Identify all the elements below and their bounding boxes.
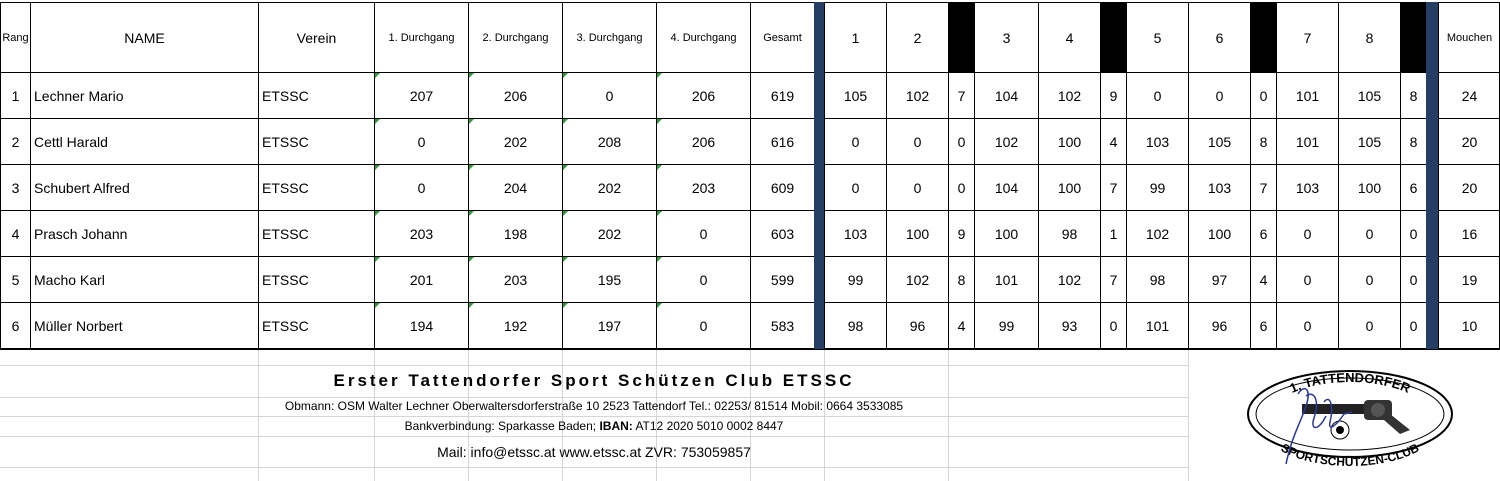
cell-s1[interactable]: 0 xyxy=(824,165,886,211)
header-mouchen: Mouchen xyxy=(1438,2,1500,73)
cell-rang[interactable]: 6 xyxy=(0,303,30,349)
cell-mouchen[interactable]: 10 xyxy=(1438,303,1500,349)
cell-s2[interactable]: 96 xyxy=(886,303,948,349)
cell-verein[interactable]: ETSSC xyxy=(258,303,374,349)
cell-rang[interactable]: 5 xyxy=(0,257,30,303)
cell-s3[interactable]: 102 xyxy=(974,119,1038,165)
cell-rang[interactable]: 4 xyxy=(0,211,30,257)
cell-s7[interactable]: 0 xyxy=(1276,211,1338,257)
cell-s8[interactable]: 0 xyxy=(1338,303,1400,349)
cell-s3[interactable]: 101 xyxy=(974,257,1038,303)
cell-rang[interactable]: 3 xyxy=(0,165,30,211)
cell-d4[interactable]: 0 xyxy=(656,257,750,303)
cell-s2[interactable]: 0 xyxy=(886,165,948,211)
cell-m1[interactable]: 4 xyxy=(948,303,974,349)
cell-rang[interactable]: 2 xyxy=(0,119,30,165)
cell-verein[interactable]: ETSSC xyxy=(258,165,374,211)
separator-bar xyxy=(1426,2,1438,349)
cell-m3[interactable]: 8 xyxy=(1250,119,1276,165)
cell-s1[interactable]: 0 xyxy=(824,119,886,165)
cell-s8[interactable]: 100 xyxy=(1338,165,1400,211)
header-s4: 4 xyxy=(1038,2,1100,73)
header-m2 xyxy=(1100,2,1126,73)
cell-s4[interactable]: 102 xyxy=(1038,73,1100,119)
cell-d1[interactable]: 0 xyxy=(374,119,468,165)
bank-line xyxy=(0,419,1188,433)
cell-gesamt[interactable]: 609 xyxy=(750,165,814,211)
cell-s7[interactable]: 103 xyxy=(1276,165,1338,211)
cell-rang[interactable]: 1 xyxy=(0,73,30,119)
header-rang: Rang xyxy=(0,2,30,73)
cell-s6[interactable]: 105 xyxy=(1188,119,1250,165)
cell-s8[interactable]: 0 xyxy=(1338,211,1400,257)
header-d1: 1. Durchgang xyxy=(374,2,468,73)
cell-m3[interactable]: 4 xyxy=(1250,257,1276,303)
cell-mouchen[interactable]: 24 xyxy=(1438,73,1500,119)
cell-s6[interactable]: 96 xyxy=(1188,303,1250,349)
revolver-icon xyxy=(1302,400,1410,434)
cell-m1[interactable]: 9 xyxy=(948,211,974,257)
cell-s2[interactable]: 102 xyxy=(886,257,948,303)
cell-s7[interactable]: 101 xyxy=(1276,119,1338,165)
cell-mouchen[interactable]: 20 xyxy=(1438,165,1500,211)
cell-s6[interactable]: 0 xyxy=(1188,73,1250,119)
cell-d3[interactable]: 208 xyxy=(562,119,656,165)
header-verein: Verein xyxy=(258,2,374,73)
cell-m3[interactable]: 6 xyxy=(1250,211,1276,257)
cell-s3[interactable]: 100 xyxy=(974,211,1038,257)
cell-gesamt[interactable]: 619 xyxy=(750,73,814,119)
grid-line xyxy=(948,350,949,481)
iban-value: AT12 2020 5010 0002 8447 xyxy=(632,419,784,433)
cell-m3[interactable]: 6 xyxy=(1250,303,1276,349)
cell-mouchen[interactable]: 16 xyxy=(1438,211,1500,257)
cell-verein[interactable]: ETSSC xyxy=(258,257,374,303)
cell-s1[interactable]: 103 xyxy=(824,211,886,257)
grid-line xyxy=(258,350,259,481)
cell-m2[interactable]: 4 xyxy=(1100,119,1126,165)
cell-gesamt[interactable]: 583 xyxy=(750,303,814,349)
cell-verein[interactable]: ETSSC xyxy=(258,73,374,119)
cell-s3[interactable]: 99 xyxy=(974,303,1038,349)
cell-s3[interactable]: 104 xyxy=(974,165,1038,211)
cell-d2[interactable]: 192 xyxy=(468,303,562,349)
header-s1: 1 xyxy=(824,2,886,73)
cell-s4[interactable]: 100 xyxy=(1038,165,1100,211)
iban-label: IBAN: xyxy=(599,419,633,433)
cell-d1[interactable]: 201 xyxy=(374,257,468,303)
cell-s7[interactable]: 0 xyxy=(1276,257,1338,303)
cell-m2[interactable]: 7 xyxy=(1100,165,1126,211)
cell-s6[interactable]: 97 xyxy=(1188,257,1250,303)
club-name: Erster Tattendorfer Sport Schützen Club ETSSC xyxy=(333,371,855,390)
cell-m1[interactable]: 0 xyxy=(948,165,974,211)
grid-line xyxy=(0,467,1188,468)
cell-d4[interactable]: 203 xyxy=(656,165,750,211)
cell-s8[interactable]: 105 xyxy=(1338,73,1400,119)
cell-d1[interactable]: 203 xyxy=(374,211,468,257)
grid-line xyxy=(824,350,825,481)
header-m4 xyxy=(1400,2,1426,73)
cell-s1[interactable]: 105 xyxy=(824,73,886,119)
cell-m2[interactable]: 0 xyxy=(1100,303,1126,349)
logo-top-text: 1. TATTENDORFER xyxy=(1287,369,1413,396)
cell-m1[interactable]: 0 xyxy=(948,119,974,165)
grid-line xyxy=(656,350,657,481)
cell-verein[interactable]: ETSSC xyxy=(258,119,374,165)
cell-d1[interactable]: 207 xyxy=(374,73,468,119)
grid-line xyxy=(468,350,469,481)
cell-gesamt[interactable]: 616 xyxy=(750,119,814,165)
club-logo xyxy=(1240,366,1460,470)
cell-s1[interactable]: 98 xyxy=(824,303,886,349)
cell-d4[interactable]: 0 xyxy=(656,303,750,349)
cell-s2[interactable]: 100 xyxy=(886,211,948,257)
obmann-line: Obmann: OSM Walter Lechner Oberwaltersdorferstraße 10 2523 Tattendorf Tel.: 02253/ 81514 Mobil: 0664 3533085 xyxy=(284,399,904,413)
separator-bar xyxy=(814,2,824,349)
cell-d4[interactable]: 0 xyxy=(656,211,750,257)
cell-d2[interactable]: 203 xyxy=(468,257,562,303)
header-s3: 3 xyxy=(974,2,1038,73)
cell-m2[interactable]: 7 xyxy=(1100,257,1126,303)
header-d2: 2. Durchgang xyxy=(468,2,562,73)
cell-m1[interactable]: 8 xyxy=(948,257,974,303)
cell-s1[interactable]: 99 xyxy=(824,257,886,303)
header-m1 xyxy=(948,2,974,73)
cell-d4[interactable]: 206 xyxy=(656,73,750,119)
cell-m4[interactable]: 8 xyxy=(1400,73,1426,119)
cell-m2[interactable]: 1 xyxy=(1100,211,1126,257)
cell-d2[interactable]: 204 xyxy=(468,165,562,211)
cell-mouchen[interactable]: 20 xyxy=(1438,119,1500,165)
header-s5: 5 xyxy=(1126,2,1188,73)
cell-gesamt[interactable]: 599 xyxy=(750,257,814,303)
cell-s7[interactable]: 101 xyxy=(1276,73,1338,119)
cell-s3[interactable]: 104 xyxy=(974,73,1038,119)
cell-s5[interactable]: 101 xyxy=(1126,303,1188,349)
header-m3 xyxy=(1250,2,1276,73)
logo-bottom-text: SPORTSCHÜTZEN-CLUB xyxy=(1278,440,1422,470)
grid-line xyxy=(0,436,1188,437)
cell-s5[interactable]: 0 xyxy=(1126,73,1188,119)
cell-gesamt[interactable]: 603 xyxy=(750,211,814,257)
grid-line xyxy=(750,350,751,481)
cell-m3[interactable]: 0 xyxy=(1250,73,1276,119)
cell-d3[interactable]: 202 xyxy=(562,211,656,257)
cell-d1[interactable]: 0 xyxy=(374,165,468,211)
target-icon xyxy=(1331,421,1349,439)
cell-d2[interactable]: 206 xyxy=(468,73,562,119)
cell-name[interactable]: Cettl Harald xyxy=(30,119,258,165)
cell-m4[interactable]: 0 xyxy=(1400,211,1426,257)
cell-s4[interactable]: 93 xyxy=(1038,303,1100,349)
cell-d1[interactable]: 194 xyxy=(374,303,468,349)
cell-s4[interactable]: 102 xyxy=(1038,257,1100,303)
cell-s6[interactable]: 100 xyxy=(1188,211,1250,257)
cell-s5[interactable]: 103 xyxy=(1126,119,1188,165)
cell-s7[interactable]: 0 xyxy=(1276,303,1338,349)
cell-s4[interactable]: 100 xyxy=(1038,119,1100,165)
header-name: NAME xyxy=(30,2,258,73)
grid-line xyxy=(374,350,375,481)
header-d3: 3. Durchgang xyxy=(562,2,656,73)
cell-verein[interactable]: ETSSC xyxy=(258,211,374,257)
cell-m1[interactable]: 7 xyxy=(948,73,974,119)
grid-line xyxy=(0,416,1188,417)
cell-name[interactable]: Prasch Johann xyxy=(30,211,258,257)
cell-d2[interactable]: 202 xyxy=(468,119,562,165)
grid-line xyxy=(562,350,563,481)
cell-s2[interactable]: 102 xyxy=(886,73,948,119)
header-s7: 7 xyxy=(1276,2,1338,73)
cell-mouchen[interactable]: 19 xyxy=(1438,257,1500,303)
cell-d3[interactable]: 195 xyxy=(562,257,656,303)
cell-s5[interactable]: 102 xyxy=(1126,211,1188,257)
cell-m3[interactable]: 7 xyxy=(1250,165,1276,211)
cell-s2[interactable]: 0 xyxy=(886,119,948,165)
grid-line xyxy=(1188,350,1189,481)
cell-name[interactable]: Lechner Mario xyxy=(30,73,258,119)
grid-line xyxy=(0,397,1188,398)
cell-m4[interactable]: 6 xyxy=(1400,165,1426,211)
grid-line xyxy=(0,365,1188,366)
cell-m2[interactable]: 9 xyxy=(1100,73,1126,119)
cell-d4[interactable]: 206 xyxy=(656,119,750,165)
bank-prefix: Bankverbindung: Sparkasse Baden; xyxy=(404,419,600,433)
header-s8: 8 xyxy=(1338,2,1400,73)
header-s2: 2 xyxy=(886,2,948,73)
cell-d2[interactable]: 198 xyxy=(468,211,562,257)
cell-m4[interactable]: 0 xyxy=(1400,257,1426,303)
cell-s6[interactable]: 103 xyxy=(1188,165,1250,211)
cell-s5[interactable]: 98 xyxy=(1126,257,1188,303)
cell-s4[interactable]: 98 xyxy=(1038,211,1100,257)
cell-d3[interactable]: 0 xyxy=(562,73,656,119)
header-d4: 4. Durchgang xyxy=(656,2,750,73)
cell-name[interactable]: Schubert Alfred xyxy=(30,165,258,211)
cell-s8[interactable]: 105 xyxy=(1338,119,1400,165)
contact-line: Mail: info@etssc.at www.etssc.at ZVR: 753059857 xyxy=(437,444,751,460)
header-s6: 6 xyxy=(1188,2,1250,73)
cell-name[interactable]: Müller Norbert xyxy=(30,303,258,349)
cell-s8[interactable]: 0 xyxy=(1338,257,1400,303)
cell-m4[interactable]: 8 xyxy=(1400,119,1426,165)
header-gesamt: Gesamt xyxy=(750,2,814,73)
cell-d3[interactable]: 197 xyxy=(562,303,656,349)
cell-s5[interactable]: 99 xyxy=(1126,165,1188,211)
cell-d3[interactable]: 202 xyxy=(562,165,656,211)
cell-name[interactable]: Macho Karl xyxy=(30,257,258,303)
cell-m4[interactable]: 0 xyxy=(1400,303,1426,349)
